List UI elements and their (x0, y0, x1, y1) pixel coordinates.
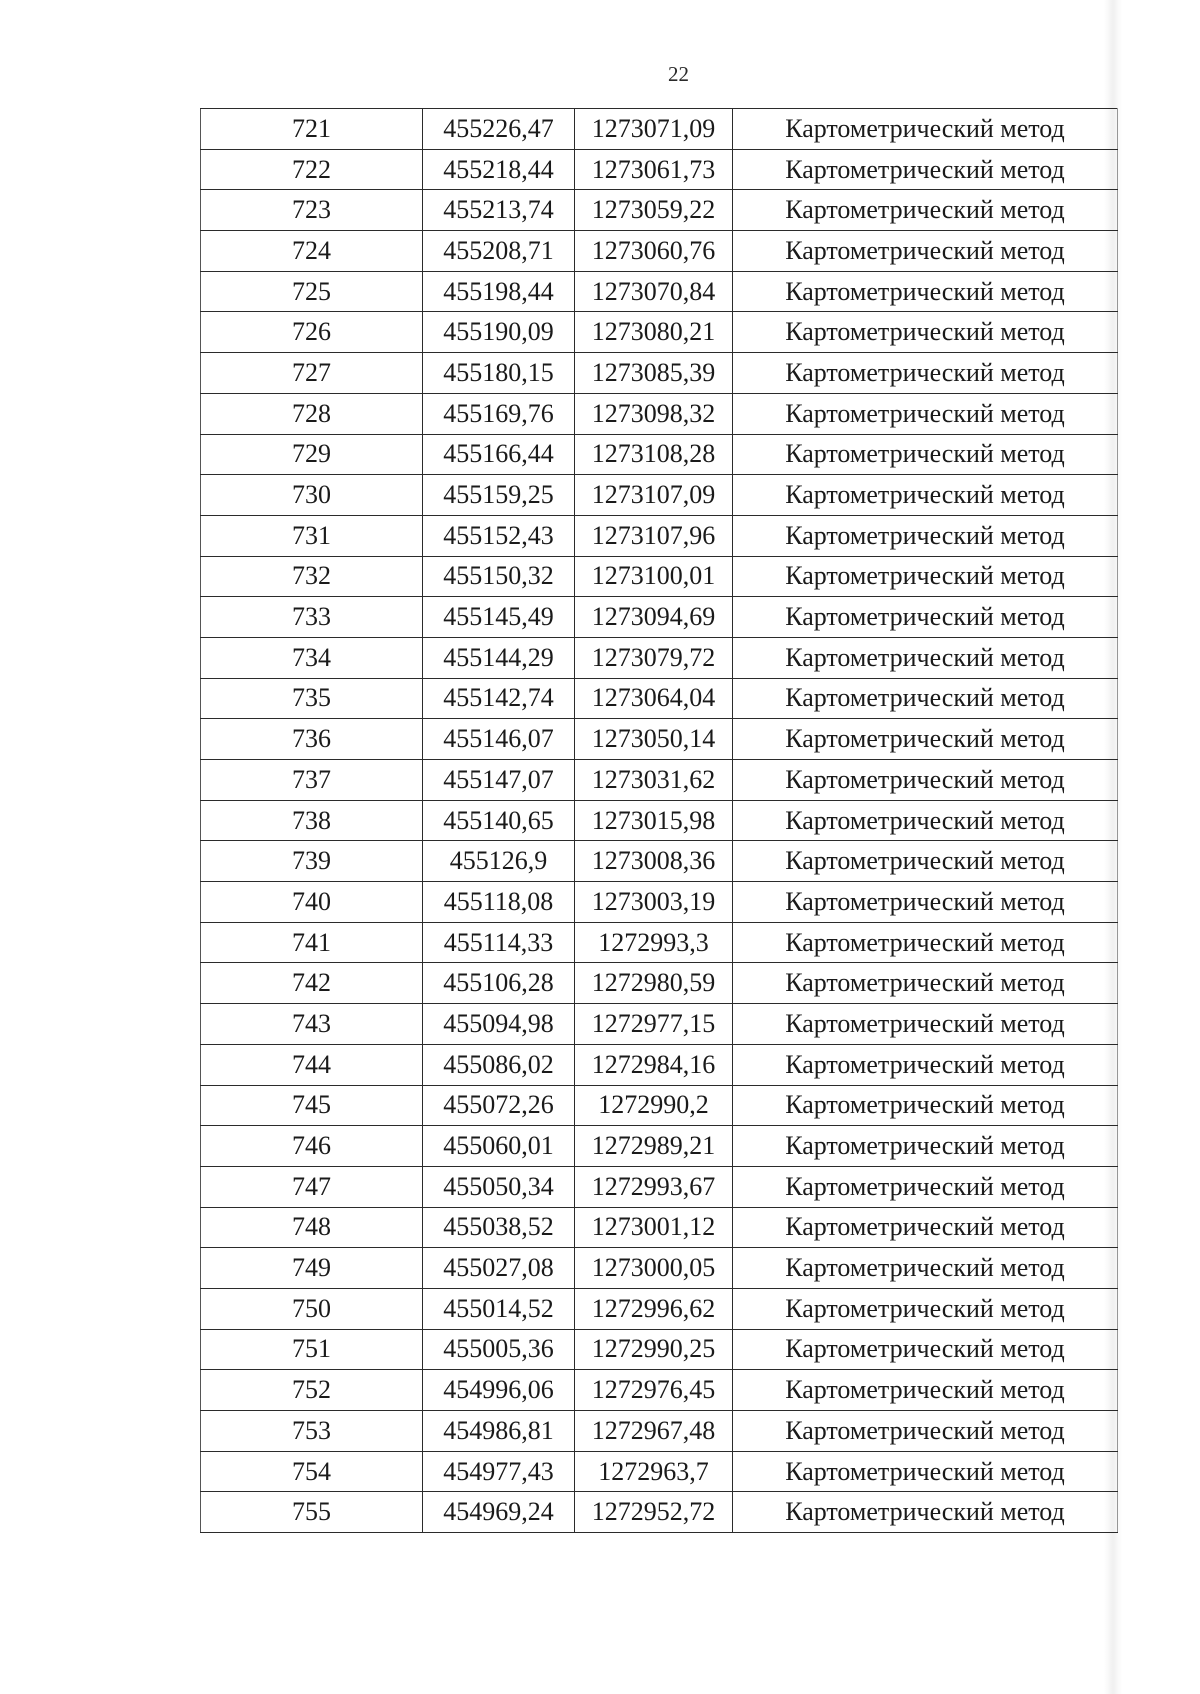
y-coordinate-cell: 1273015,98 (575, 800, 733, 841)
y-coordinate-cell: 1272990,2 (575, 1085, 733, 1126)
method-cell: Картометрический метод (733, 882, 1118, 923)
table-row (201, 1370, 1118, 1411)
table-row (201, 1411, 1118, 1452)
table-row (201, 963, 1118, 1004)
y-coordinate-cell: 1273064,04 (575, 678, 733, 719)
y-coordinate-cell: 1273100,01 (575, 556, 733, 597)
point-number-cell: 745 (201, 1085, 423, 1126)
table-row (201, 1166, 1118, 1207)
point-number-cell: 744 (201, 1044, 423, 1085)
point-number-cell: 753 (201, 1411, 423, 1452)
x-coordinate-cell: 455140,65 (423, 800, 575, 841)
method-cell: Картометрический метод (733, 149, 1118, 190)
table-row (201, 1044, 1118, 1085)
point-number-cell: 732 (201, 556, 423, 597)
point-number-cell: 733 (201, 597, 423, 638)
y-coordinate-cell: 1273060,76 (575, 231, 733, 272)
point-number-cell: 742 (201, 963, 423, 1004)
method-cell: Картометрический метод (733, 922, 1118, 963)
method-cell: Картометрический метод (733, 841, 1118, 882)
y-coordinate-cell: 1273107,96 (575, 515, 733, 556)
y-coordinate-cell: 1273003,19 (575, 882, 733, 923)
x-coordinate-cell: 455213,74 (423, 190, 575, 231)
point-number-cell: 725 (201, 271, 423, 312)
point-number-cell: 728 (201, 393, 423, 434)
method-cell: Картометрический метод (733, 109, 1118, 150)
method-cell: Картометрический метод (733, 963, 1118, 1004)
table-row (201, 719, 1118, 760)
point-number-cell: 755 (201, 1492, 423, 1533)
point-number-cell: 723 (201, 190, 423, 231)
x-coordinate-cell: 455147,07 (423, 760, 575, 801)
y-coordinate-cell: 1273031,62 (575, 760, 733, 801)
y-coordinate-cell: 1273085,39 (575, 353, 733, 394)
point-number-cell: 734 (201, 637, 423, 678)
y-coordinate-cell: 1273070,84 (575, 271, 733, 312)
table-row (201, 760, 1118, 801)
table-row (201, 1004, 1118, 1045)
method-cell: Картометрический метод (733, 1126, 1118, 1167)
x-coordinate-cell: 455150,32 (423, 556, 575, 597)
point-number-cell: 741 (201, 922, 423, 963)
table-row (201, 434, 1118, 475)
table-row (201, 637, 1118, 678)
y-coordinate-cell: 1272976,45 (575, 1370, 733, 1411)
method-cell: Картометрический метод (733, 637, 1118, 678)
point-number-cell: 736 (201, 719, 423, 760)
point-number-cell: 727 (201, 353, 423, 394)
x-coordinate-cell: 455114,33 (423, 922, 575, 963)
method-cell: Картометрический метод (733, 1288, 1118, 1329)
method-cell: Картометрический метод (733, 312, 1118, 353)
x-coordinate-cell: 455060,01 (423, 1126, 575, 1167)
x-coordinate-cell: 455198,44 (423, 271, 575, 312)
table-row (201, 271, 1118, 312)
y-coordinate-cell: 1273061,73 (575, 149, 733, 190)
y-coordinate-cell: 1272967,48 (575, 1411, 733, 1452)
x-coordinate-cell: 455146,07 (423, 719, 575, 760)
x-coordinate-cell: 455086,02 (423, 1044, 575, 1085)
table-row (201, 556, 1118, 597)
y-coordinate-cell: 1272990,25 (575, 1329, 733, 1370)
method-cell: Картометрический метод (733, 760, 1118, 801)
x-coordinate-cell: 455005,36 (423, 1329, 575, 1370)
x-coordinate-cell: 455072,26 (423, 1085, 575, 1126)
x-coordinate-cell: 455050,34 (423, 1166, 575, 1207)
point-number-cell: 748 (201, 1207, 423, 1248)
method-cell: Картометрический метод (733, 678, 1118, 719)
method-cell: Картометрический метод (733, 1004, 1118, 1045)
method-cell: Картометрический метод (733, 1411, 1118, 1452)
y-coordinate-cell: 1273107,09 (575, 475, 733, 516)
method-cell: Картометрический метод (733, 1207, 1118, 1248)
point-number-cell: 754 (201, 1451, 423, 1492)
method-cell: Картометрический метод (733, 1085, 1118, 1126)
method-cell: Картометрический метод (733, 190, 1118, 231)
x-coordinate-cell: 454996,06 (423, 1370, 575, 1411)
x-coordinate-cell: 455169,76 (423, 393, 575, 434)
method-cell: Картометрический метод (733, 1492, 1118, 1533)
x-coordinate-cell: 455027,08 (423, 1248, 575, 1289)
table-row (201, 475, 1118, 516)
table-row (201, 1451, 1118, 1492)
table-row (201, 190, 1118, 231)
method-cell: Картометрический метод (733, 1370, 1118, 1411)
point-number-cell: 739 (201, 841, 423, 882)
method-cell: Картометрический метод (733, 1044, 1118, 1085)
method-cell: Картометрический метод (733, 475, 1118, 516)
table-row (201, 922, 1118, 963)
x-coordinate-cell: 455094,98 (423, 1004, 575, 1045)
x-coordinate-cell: 455144,29 (423, 637, 575, 678)
y-coordinate-cell: 1273079,72 (575, 637, 733, 678)
point-number-cell: 730 (201, 475, 423, 516)
y-coordinate-cell: 1272989,21 (575, 1126, 733, 1167)
y-coordinate-cell: 1273098,32 (575, 393, 733, 434)
x-coordinate-cell: 455118,08 (423, 882, 575, 923)
point-number-cell: 721 (201, 109, 423, 150)
method-cell: Картометрический метод (733, 231, 1118, 272)
method-cell: Картометрический метод (733, 556, 1118, 597)
point-number-cell: 747 (201, 1166, 423, 1207)
y-coordinate-cell: 1272993,67 (575, 1166, 733, 1207)
coordinates-table (200, 108, 1118, 1533)
point-number-cell: 752 (201, 1370, 423, 1411)
y-coordinate-cell: 1273108,28 (575, 434, 733, 475)
method-cell: Картометрический метод (733, 1451, 1118, 1492)
y-coordinate-cell: 1273059,22 (575, 190, 733, 231)
point-number-cell: 731 (201, 515, 423, 556)
x-coordinate-cell: 455106,28 (423, 963, 575, 1004)
method-cell: Картометрический метод (733, 1329, 1118, 1370)
table-row (201, 800, 1118, 841)
y-coordinate-cell: 1272952,72 (575, 1492, 733, 1533)
table-row (201, 393, 1118, 434)
method-cell: Картометрический метод (733, 515, 1118, 556)
table-row (201, 841, 1118, 882)
point-number-cell: 740 (201, 882, 423, 923)
y-coordinate-cell: 1273071,09 (575, 109, 733, 150)
table-row (201, 515, 1118, 556)
table-row (201, 1126, 1118, 1167)
x-coordinate-cell: 455126,9 (423, 841, 575, 882)
method-cell: Картометрический метод (733, 271, 1118, 312)
point-number-cell: 737 (201, 760, 423, 801)
method-cell: Картометрический метод (733, 393, 1118, 434)
x-coordinate-cell: 455190,09 (423, 312, 575, 353)
point-number-cell: 743 (201, 1004, 423, 1045)
x-coordinate-cell: 454977,43 (423, 1451, 575, 1492)
point-number-cell: 750 (201, 1288, 423, 1329)
x-coordinate-cell: 455152,43 (423, 515, 575, 556)
method-cell: Картометрический метод (733, 719, 1118, 760)
method-cell: Картометрический метод (733, 597, 1118, 638)
table-row (201, 1492, 1118, 1533)
point-number-cell: 729 (201, 434, 423, 475)
table-row (201, 231, 1118, 272)
x-coordinate-cell: 455218,44 (423, 149, 575, 190)
point-number-cell: 726 (201, 312, 423, 353)
y-coordinate-cell: 1273080,21 (575, 312, 733, 353)
point-number-cell: 738 (201, 800, 423, 841)
y-coordinate-cell: 1273008,36 (575, 841, 733, 882)
table-row (201, 678, 1118, 719)
point-number-cell: 724 (201, 231, 423, 272)
y-coordinate-cell: 1273000,05 (575, 1248, 733, 1289)
method-cell: Картометрический метод (733, 434, 1118, 475)
point-number-cell: 735 (201, 678, 423, 719)
page-number: 22 (668, 62, 689, 86)
method-cell: Картометрический метод (733, 1248, 1118, 1289)
table-row (201, 109, 1118, 150)
x-coordinate-cell: 454986,81 (423, 1411, 575, 1452)
x-coordinate-cell: 455208,71 (423, 231, 575, 272)
table-row (201, 1329, 1118, 1370)
x-coordinate-cell: 455038,52 (423, 1207, 575, 1248)
point-number-cell: 722 (201, 149, 423, 190)
table-row (201, 1248, 1118, 1289)
table-row (201, 597, 1118, 638)
x-coordinate-cell: 455159,25 (423, 475, 575, 516)
point-number-cell: 751 (201, 1329, 423, 1370)
table-row (201, 149, 1118, 190)
table-row (201, 882, 1118, 923)
method-cell: Картометрический метод (733, 800, 1118, 841)
y-coordinate-cell: 1272977,15 (575, 1004, 733, 1045)
point-number-cell: 749 (201, 1248, 423, 1289)
method-cell: Картометрический метод (733, 353, 1118, 394)
x-coordinate-cell: 455166,44 (423, 434, 575, 475)
y-coordinate-cell: 1272980,59 (575, 963, 733, 1004)
point-number-cell: 746 (201, 1126, 423, 1167)
x-coordinate-cell: 455145,49 (423, 597, 575, 638)
table-row (201, 1288, 1118, 1329)
y-coordinate-cell: 1272963,7 (575, 1451, 733, 1492)
x-coordinate-cell: 454969,24 (423, 1492, 575, 1533)
x-coordinate-cell: 455226,47 (423, 109, 575, 150)
y-coordinate-cell: 1272984,16 (575, 1044, 733, 1085)
y-coordinate-cell: 1272996,62 (575, 1288, 733, 1329)
table-row (201, 1085, 1118, 1126)
x-coordinate-cell: 455180,15 (423, 353, 575, 394)
x-coordinate-cell: 455142,74 (423, 678, 575, 719)
scan-shadow (1104, 0, 1122, 1694)
y-coordinate-cell: 1273050,14 (575, 719, 733, 760)
table-row (201, 312, 1118, 353)
x-coordinate-cell: 455014,52 (423, 1288, 575, 1329)
method-cell: Картометрический метод (733, 1166, 1118, 1207)
table-row (201, 353, 1118, 394)
y-coordinate-cell: 1272993,3 (575, 922, 733, 963)
table-row (201, 1207, 1118, 1248)
table-body (201, 109, 1118, 1533)
y-coordinate-cell: 1273001,12 (575, 1207, 733, 1248)
y-coordinate-cell: 1273094,69 (575, 597, 733, 638)
